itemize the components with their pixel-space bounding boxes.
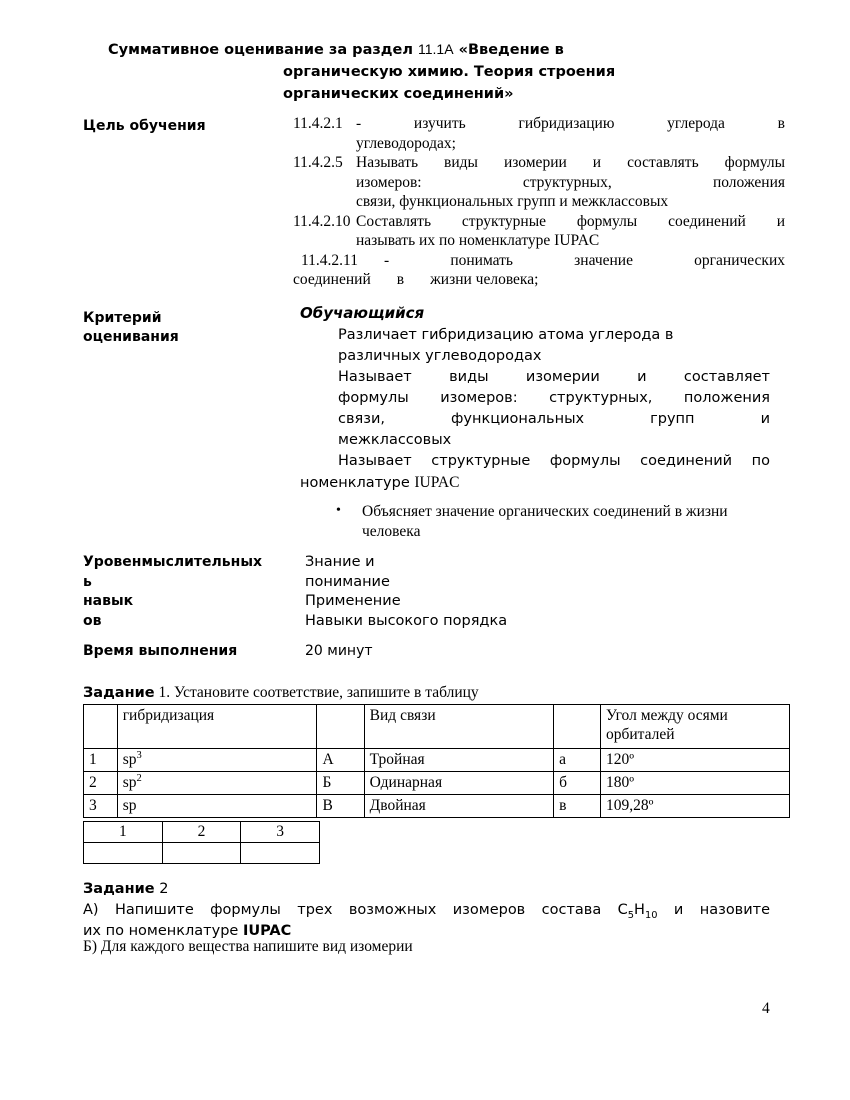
objective-text-line: углеводородах; (356, 134, 456, 152)
bond-letter: А (317, 749, 364, 772)
task-1-heading (83, 684, 479, 702)
bond-type: Двойная (364, 795, 553, 818)
thinking-skill-value: Навыки высокого порядка (305, 612, 508, 629)
task-2-heading (83, 881, 168, 897)
table-header-cell: гибридизация (117, 705, 317, 749)
thinking-skills-values (305, 553, 725, 631)
title-prefix: Суммативное оценивание за раздел (108, 42, 418, 58)
criteria-paragraph (300, 451, 770, 494)
answer-table[interactable] (83, 821, 320, 864)
thinking-skills-label-part: мыслительных (141, 554, 263, 570)
hybridization-cell (117, 795, 317, 818)
hybridization-cell (117, 749, 317, 772)
objective-text-line: Составлять структурные формулы соединений и (356, 212, 785, 230)
thinking-skills-label-part: ов (83, 612, 102, 629)
objective-text-line: - изучить гибридизацию углерода в (356, 115, 785, 132)
title-rest: «Введение в (453, 42, 564, 58)
row-number: 2 (84, 772, 118, 795)
angle-value: 180º (600, 772, 789, 795)
objective-text-line: жизни человека; (430, 271, 539, 288)
criteria-line: Называет структурные формулы соединений по (338, 453, 770, 469)
bond-type: Одинарная (364, 772, 553, 795)
bond-letter: Б (317, 772, 364, 795)
criteria-line: различных углеводородах (338, 348, 542, 364)
title-line-3: органических соединений» (283, 86, 514, 102)
bullet-icon: • (336, 503, 341, 518)
task-2-label: Задание (83, 881, 155, 897)
table-header-cell (317, 705, 364, 749)
table-header-cell (84, 705, 118, 749)
learning-objective-item (293, 114, 785, 153)
table-header-cell: Угол между осями орбиталей (600, 705, 789, 749)
criteria-line: связи, функциональных групп и (338, 411, 770, 427)
angle-value: 109,28º (600, 795, 789, 818)
title-line-2: органическую химию. Теория строения (283, 64, 616, 80)
chemical-formula: $C_5H_{10}$ (617, 902, 658, 921)
page-title (108, 38, 648, 105)
hybridization-base: sp (122, 751, 137, 768)
task-2-part-b: Б) Для каждого вещества напишите вид изомерии (83, 938, 413, 955)
task-1-instruction: 1. Установите соответствие, запишите в таблицу (154, 684, 479, 701)
angle-letter: а (554, 749, 601, 772)
table-row (84, 795, 790, 818)
objective-code: 11.4.2.5 (293, 154, 343, 171)
learning-objectives-label: Цель обучения (83, 118, 206, 134)
criteria-paragraph (338, 325, 770, 367)
thinking-skills-label-part: ь (83, 573, 92, 590)
task-2-text: их по номенклатуре (83, 923, 243, 939)
thinking-skills-label (83, 553, 321, 631)
criteria-line: Называет виды изомерии и составляет (338, 369, 770, 385)
answer-input-row[interactable] (84, 843, 320, 864)
criteria-heading: Обучающийся (300, 304, 425, 322)
row-number: 3 (84, 795, 118, 818)
answer-header-row (84, 822, 320, 843)
bond-letter: В (317, 795, 364, 818)
objective-text-line: - понимать значение органических (383, 251, 785, 269)
task-2-iupac: IUPAC (242, 923, 292, 939)
answer-cell[interactable] (241, 843, 320, 864)
objective-code: 11.4.2.10 (293, 212, 351, 230)
angle-letter: в (554, 795, 601, 818)
thinking-skill-value: Применение (305, 593, 401, 609)
hybridization-cell (117, 772, 317, 795)
thinking-skills-label-part: Уровен (83, 554, 142, 570)
criteria-line-iupac: IUPAC (414, 474, 460, 491)
table-row (84, 749, 790, 772)
criteria-content (300, 303, 770, 542)
answer-cell[interactable] (84, 843, 163, 864)
criteria-label-line-1: Критерий (83, 310, 162, 326)
table-header-row (84, 705, 790, 749)
table-header-cell (554, 705, 601, 749)
task-2-part-a (83, 900, 770, 942)
objective-text-line: в (396, 271, 405, 288)
hybridization-superscript: 3 (136, 749, 142, 761)
criteria-line: формулы изомеров: структурных, положения (338, 390, 770, 406)
title-section-code: 11.1A (418, 41, 454, 57)
time-value: 20 минут (305, 643, 373, 659)
answer-header-cell: 1 (84, 822, 163, 843)
objective-text-line: связи, функциональных групп и межклассовых (356, 193, 669, 210)
bond-type: Тройная (364, 749, 553, 772)
objective-text-line: изомеров: структурных, положения (356, 173, 785, 191)
task-2-text: А) Напишите формулы трех возможных изомеров состава (83, 902, 602, 918)
task-1-label: Задание (83, 685, 155, 701)
criteria-label-line-2: оценивания (83, 329, 179, 345)
hybridization-base: sp (122, 774, 137, 791)
criteria-line: межклассовых (338, 432, 452, 448)
task-2-text: и назовите (673, 902, 771, 918)
page-number: 4 (762, 1000, 770, 1017)
angle-letter: б (554, 772, 601, 795)
row-number: 1 (84, 749, 118, 772)
criteria-line: Объясняет значение органических соединений в жизни (362, 503, 728, 520)
criteria-line: Различает гибридизацию атома углерода в (338, 327, 674, 343)
answer-cell[interactable] (162, 843, 241, 864)
learning-objective-item (293, 212, 785, 251)
table-row (84, 772, 790, 795)
answer-header-cell: 3 (241, 822, 320, 843)
criteria-paragraph (338, 367, 770, 451)
criteria-line: номенклатуре (300, 475, 415, 491)
criteria-label (83, 309, 283, 347)
objective-text-line: называть их по номенклатуре IUPAC (356, 232, 600, 249)
objective-code: 11.4.2.1 (293, 115, 343, 132)
hybridization-base: sp (122, 797, 137, 814)
time-label: Время выполнения (83, 643, 238, 659)
learning-objective-item (293, 251, 785, 290)
criteria-bullet-item (328, 502, 770, 542)
learning-objective-item (293, 153, 785, 212)
thinking-skill-value: понимание (305, 573, 390, 590)
answer-header-cell: 2 (162, 822, 241, 843)
table-header-cell: Вид связи (364, 705, 553, 749)
criteria-line: человека (362, 523, 421, 540)
objective-code: 11.4.2.11 (301, 251, 358, 269)
learning-objectives-list (293, 114, 785, 290)
angle-value: 120º (600, 749, 789, 772)
hybridization-superscript: 2 (136, 772, 142, 784)
thinking-skills-label-part: навык (83, 593, 134, 609)
thinking-skill-value: Знание и (305, 554, 375, 570)
task-2-number: 2 (154, 881, 169, 897)
objective-text-line: Называть виды изомерии и составлять формулы (356, 154, 785, 171)
matching-table (83, 704, 790, 818)
objective-text-line: соединений (293, 271, 371, 288)
